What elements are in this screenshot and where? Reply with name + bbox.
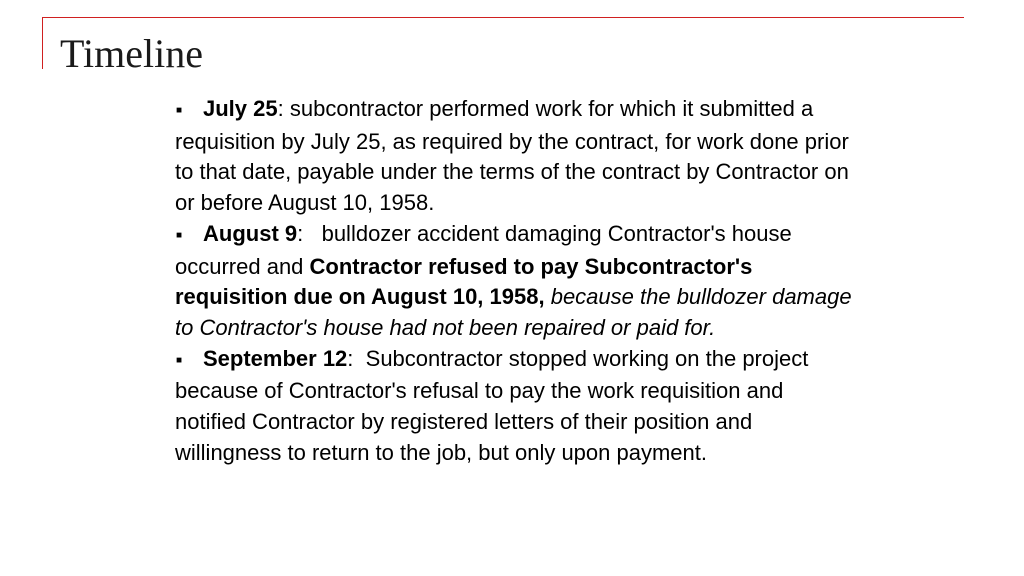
square-bullet-icon: ■: [176, 105, 183, 116]
bullet-date: September 12: [203, 345, 348, 371]
square-bullet-icon: ■: [176, 229, 183, 241]
bullet-separator: :: [297, 220, 304, 246]
bullet-text: Subcontractor stopped working on the project because of Contractor's refusal to pay the work requisition and notified Contractor by registered letters of their position and willingness to return to the job, but only upon payment.: [175, 345, 815, 465]
title-rule-horizontal: [42, 17, 964, 18]
bullet-item-july-25: [175, 94, 860, 219]
bullet-text: subcontractor performed work for which it submitted a requisition by July 25, as required by the contract, for work done prior to that date, payable under the terms of the contract by Contractor on or before August 10, 1958.: [175, 96, 849, 216]
square-bullet-icon: ■: [176, 354, 183, 366]
slide-title: Timeline: [60, 31, 203, 76]
bullet-bold-text: Contractor refused to pay Subcontractor's requisition due on August 10, 1958,: [175, 253, 753, 310]
bullet-date: July 25: [203, 96, 278, 121]
bullet-separator: :: [347, 345, 354, 371]
bullet-separator: :: [277, 96, 284, 121]
bullet-italic-text: because the bulldozer damage to Contractor's house had not been repaired or paid for.: [175, 284, 852, 340]
timeline-bullet-list: [175, 94, 860, 468]
title-rule-vertical: [42, 17, 43, 69]
bullet-date: August 9: [203, 220, 298, 246]
bullet-item-august-9: [175, 219, 860, 344]
bullet-item-september-12: [175, 344, 860, 469]
bullet-text: bulldozer accident damaging Contractor's house occurred and: [175, 220, 798, 279]
